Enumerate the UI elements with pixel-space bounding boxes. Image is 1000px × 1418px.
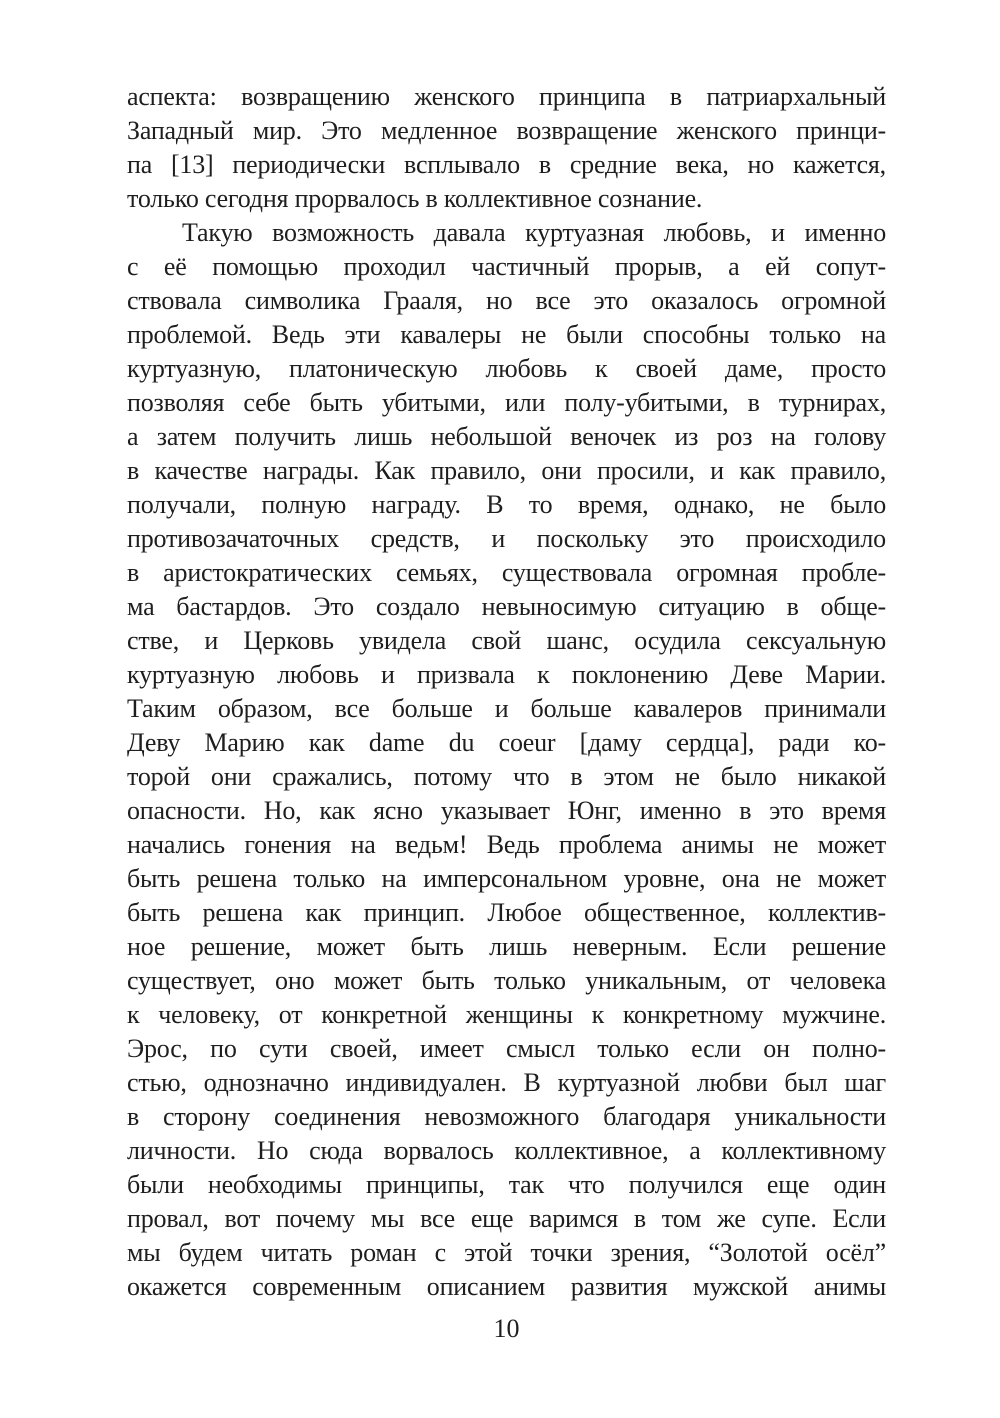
text-line: па [13] периодически всплывало в средние века, но кажется, (127, 150, 886, 179)
text-line: ствовала символика Грааля, но все это оказалось огромной (127, 286, 886, 315)
text-line: противозачаточных средств, и поскольку это происходило (127, 524, 886, 553)
text-line: Западный мир. Это медленное возвращение женского принци- (127, 116, 886, 145)
text-line: окажется современным описанием развития мужской анимы (127, 1272, 886, 1301)
text-line: личности. Но сюда ворвалось коллективное, а коллективному (127, 1136, 886, 1165)
text-line: стью, однозначно индивидуален. В куртуазной любви был шаг (127, 1068, 886, 1097)
text-line: провал, вот почему мы все еще варимся в том же супе. Если (127, 1204, 886, 1233)
text-line: стве, и Церковь увидела свой шанс, осудила сексуальную (127, 626, 886, 655)
text-line: Деву Марию как dame du coeur [даму сердца], ради ко- (127, 728, 886, 757)
text-line: а затем получить лишь небольшой веночек из роз на голову (127, 422, 886, 451)
text-line: в качестве награды. Как правило, они просили, и как правило, (127, 456, 886, 485)
text-line: Эрос, по сути своей, имеет смысл только если он полно- (127, 1034, 886, 1063)
page-number: 10 (493, 1314, 520, 1343)
text-line: быть решена только на имперсональном уровне, она не может (127, 864, 886, 893)
text-line: Таким образом, все больше и больше кавалеров принимали (127, 694, 886, 723)
text-line: мы будем читать роман с этой точки зрения, “Золотой осёл” (127, 1238, 886, 1267)
text-line: Такую возможность давала куртуазная любовь, и именно (182, 218, 886, 247)
text-line: к человеку, от конкретной женщины к конкретному мужчине. (127, 1000, 886, 1029)
text-line: существует, оно может быть только уникальным, от человека (127, 966, 886, 995)
body-text (127, 80, 886, 1304)
text-line: в сторону соединения невозможного благодаря уникальности (127, 1102, 886, 1131)
text-line: аспекта: возвращению женского принципа в патриархальный (127, 82, 886, 111)
text-line: опасности. Но, как ясно указывает Юнг, именно в это время (127, 796, 886, 825)
text-line: ма бастардов. Это создало невыносимую ситуацию в обще- (127, 592, 886, 621)
text-line: в аристократических семьях, существовала огромная пробле- (127, 558, 886, 587)
text-line: начались гонения на ведьм! Ведь проблема анимы не может (127, 830, 886, 859)
text-line: с её помощью проходил частичный прорыв, а ей сопут- (127, 252, 886, 281)
text-line: быть решена как принцип. Любое общественное, коллектив- (127, 898, 886, 927)
text-line: проблемой. Ведь эти кавалеры не были способны только на (127, 320, 886, 349)
text-line: ное решение, может быть лишь неверным. Если решение (127, 932, 886, 961)
text-line: куртуазную, платоническую любовь к своей даме, просто (127, 354, 886, 383)
text-line: куртуазную любовь и призвала к поклонению Деве Марии. (127, 660, 886, 689)
text-line: были необходимы принципы, так что получился еще один (127, 1170, 886, 1199)
text-line: получали, полную награду. В то время, однако, не было (127, 490, 886, 519)
text-line: только сегодня прорвалось в коллективное сознание. (127, 184, 703, 213)
text-line: позволяя себе быть убитыми, или полу-убитыми, в турнирах, (127, 388, 886, 417)
text-line: торой они сражались, потому что в этом не было никакой (127, 762, 886, 791)
